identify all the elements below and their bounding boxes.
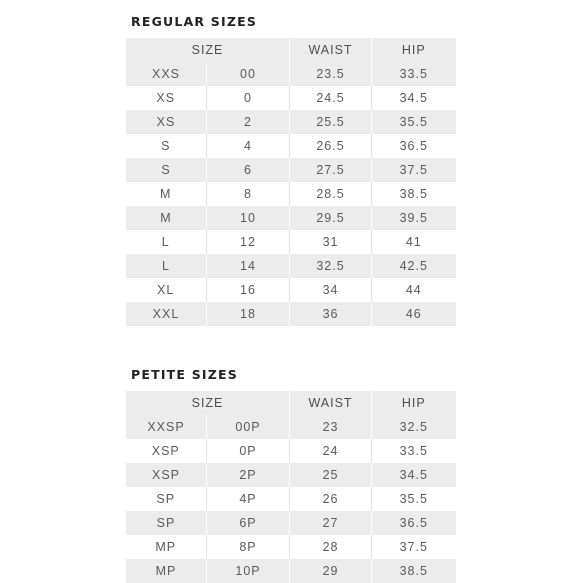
waist-cell: 32.5 bbox=[290, 254, 372, 278]
table-row bbox=[126, 463, 456, 487]
table-row bbox=[126, 487, 456, 511]
numeric-size-cell: 16 bbox=[207, 278, 290, 302]
hip-cell: 35.5 bbox=[372, 110, 456, 134]
hip-cell: 37.5 bbox=[372, 158, 456, 182]
waist-column-header: WAIST bbox=[290, 391, 372, 415]
numeric-size-cell: 10P bbox=[207, 559, 290, 583]
table-row bbox=[126, 278, 456, 302]
table-row bbox=[126, 302, 456, 326]
hip-column-header: HIP bbox=[372, 391, 456, 415]
numeric-size-cell: 0P bbox=[207, 439, 290, 463]
letter-size-cell: MP bbox=[126, 559, 207, 583]
letter-size-cell: XXS bbox=[126, 62, 207, 86]
hip-cell: 34.5 bbox=[372, 463, 456, 487]
numeric-size-cell: 2P bbox=[207, 463, 290, 487]
numeric-size-cell: 8 bbox=[207, 182, 290, 206]
numeric-size-cell: 10 bbox=[207, 206, 290, 230]
hip-cell: 33.5 bbox=[372, 439, 456, 463]
table-header-row bbox=[126, 38, 456, 62]
hip-column-header: HIP bbox=[372, 38, 456, 62]
letter-size-cell: SP bbox=[126, 487, 207, 511]
waist-cell: 36 bbox=[290, 302, 372, 326]
letter-size-cell: SP bbox=[126, 511, 207, 535]
hip-cell: 33.5 bbox=[372, 62, 456, 86]
letter-size-cell: L bbox=[126, 254, 207, 278]
hip-cell: 38.5 bbox=[372, 559, 456, 583]
hip-cell: 36.5 bbox=[372, 134, 456, 158]
waist-cell: 26 bbox=[290, 487, 372, 511]
numeric-size-cell: 0 bbox=[207, 86, 290, 110]
letter-size-cell: XXL bbox=[126, 302, 207, 326]
hip-cell: 32.5 bbox=[372, 415, 456, 439]
numeric-size-cell: 6 bbox=[207, 158, 290, 182]
waist-column-header: WAIST bbox=[290, 38, 372, 62]
table-header-row bbox=[126, 391, 456, 415]
waist-cell: 24.5 bbox=[290, 86, 372, 110]
waist-cell: 28 bbox=[290, 535, 372, 559]
numeric-size-cell: 00P bbox=[207, 415, 290, 439]
waist-cell: 26.5 bbox=[290, 134, 372, 158]
regular-sizes-title: REGULAR SIZES bbox=[131, 14, 258, 29]
hip-cell: 36.5 bbox=[372, 511, 456, 535]
waist-cell: 25.5 bbox=[290, 110, 372, 134]
waist-cell: 23 bbox=[290, 415, 372, 439]
hip-cell: 35.5 bbox=[372, 487, 456, 511]
numeric-size-cell: 12 bbox=[207, 230, 290, 254]
table-row bbox=[126, 206, 456, 230]
waist-cell: 28.5 bbox=[290, 182, 372, 206]
letter-size-cell: MP bbox=[126, 535, 207, 559]
table-row bbox=[126, 62, 456, 86]
size-column-header: SIZE bbox=[126, 391, 290, 415]
table-row bbox=[126, 110, 456, 134]
numeric-size-cell: 00 bbox=[207, 62, 290, 86]
numeric-size-cell: 4 bbox=[207, 134, 290, 158]
waist-cell: 29.5 bbox=[290, 206, 372, 230]
table-row bbox=[126, 535, 456, 559]
waist-cell: 27.5 bbox=[290, 158, 372, 182]
letter-size-cell: XSP bbox=[126, 439, 207, 463]
letter-size-cell: M bbox=[126, 182, 207, 206]
numeric-size-cell: 2 bbox=[207, 110, 290, 134]
petite-sizes-body bbox=[126, 415, 456, 583]
numeric-size-cell: 6P bbox=[207, 511, 290, 535]
table-row bbox=[126, 158, 456, 182]
numeric-size-cell: 8P bbox=[207, 535, 290, 559]
hip-cell: 38.5 bbox=[372, 182, 456, 206]
letter-size-cell: XS bbox=[126, 86, 207, 110]
waist-cell: 27 bbox=[290, 511, 372, 535]
table-row bbox=[126, 511, 456, 535]
letter-size-cell: XSP bbox=[126, 463, 207, 487]
waist-cell: 25 bbox=[290, 463, 372, 487]
table-row bbox=[126, 254, 456, 278]
table-row bbox=[126, 439, 456, 463]
table-row bbox=[126, 230, 456, 254]
regular-sizes-body bbox=[126, 62, 456, 326]
hip-cell: 41 bbox=[372, 230, 456, 254]
letter-size-cell: L bbox=[126, 230, 207, 254]
waist-cell: 23.5 bbox=[290, 62, 372, 86]
hip-cell: 42.5 bbox=[372, 254, 456, 278]
hip-cell: 34.5 bbox=[372, 86, 456, 110]
waist-cell: 24 bbox=[290, 439, 372, 463]
letter-size-cell: XL bbox=[126, 278, 207, 302]
numeric-size-cell: 4P bbox=[207, 487, 290, 511]
letter-size-cell: S bbox=[126, 158, 207, 182]
petite-sizes-table bbox=[125, 391, 456, 583]
letter-size-cell: S bbox=[126, 134, 207, 158]
hip-cell: 46 bbox=[372, 302, 456, 326]
hip-cell: 39.5 bbox=[372, 206, 456, 230]
waist-cell: 34 bbox=[290, 278, 372, 302]
petite-sizes-title: PETITE SIZES bbox=[131, 367, 238, 382]
letter-size-cell: M bbox=[126, 206, 207, 230]
table-row bbox=[126, 415, 456, 439]
table-row bbox=[126, 182, 456, 206]
size-column-header: SIZE bbox=[126, 38, 290, 62]
waist-cell: 31 bbox=[290, 230, 372, 254]
letter-size-cell: XXSP bbox=[126, 415, 207, 439]
hip-cell: 44 bbox=[372, 278, 456, 302]
waist-cell: 29 bbox=[290, 559, 372, 583]
numeric-size-cell: 14 bbox=[207, 254, 290, 278]
hip-cell: 37.5 bbox=[372, 535, 456, 559]
table-row bbox=[126, 134, 456, 158]
regular-sizes-table bbox=[125, 38, 456, 326]
table-row bbox=[126, 86, 456, 110]
letter-size-cell: XS bbox=[126, 110, 207, 134]
numeric-size-cell: 18 bbox=[207, 302, 290, 326]
table-row bbox=[126, 559, 456, 583]
